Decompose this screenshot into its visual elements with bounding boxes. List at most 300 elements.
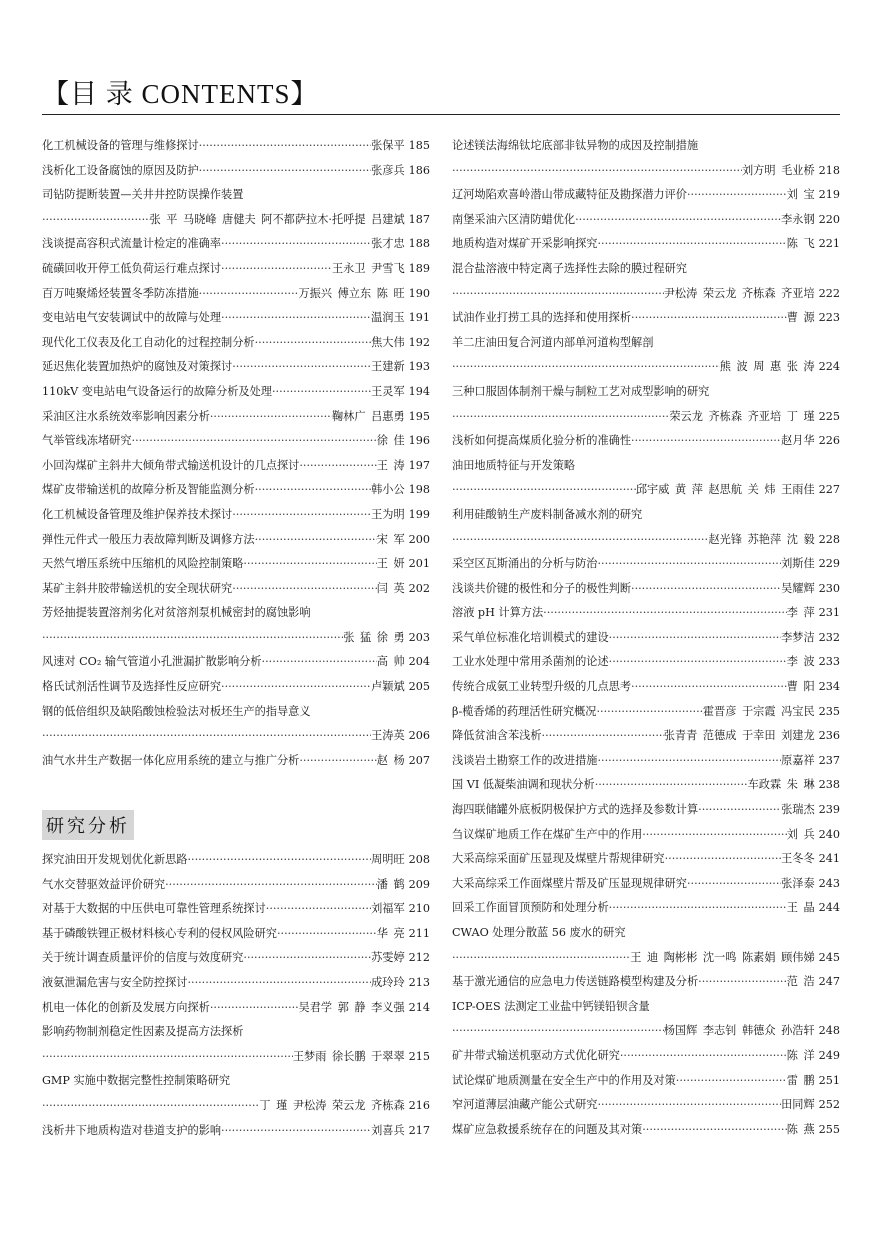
entry-page: 236 <box>818 729 840 743</box>
entry-title: 变电站电气安装调试中的故障与处理 <box>42 311 222 325</box>
dot-leader <box>542 724 664 749</box>
toc-column-left-top <box>42 134 430 773</box>
entry-title: 刍议煤矿地质工作在煤矿生产中的作用 <box>452 827 643 841</box>
toc-entry <box>452 552 840 577</box>
entry-page: 216 <box>408 1098 430 1112</box>
dot-leader <box>255 528 377 553</box>
entry-title: 基于激光通信的应急电力传送链路模型构建及分析 <box>452 975 699 989</box>
entry-page: 251 <box>818 1073 840 1087</box>
entry-page: 190 <box>408 286 430 300</box>
entry-authors: 温润玉 <box>371 311 405 325</box>
toc-entry <box>452 798 840 823</box>
dot-leader <box>42 724 371 749</box>
toc-entry <box>42 306 430 331</box>
entry-page: 186 <box>408 163 430 177</box>
entry-authors: 张才忠 <box>371 237 405 251</box>
entry-title: β-榄香烯的药理活性研究概况 <box>452 704 597 718</box>
toc-entry <box>42 257 430 282</box>
entry-title: CWAO 处理分散蓝 56 废水的研究 <box>452 926 626 939</box>
entry-authors: 卢颖斌 <box>371 680 405 694</box>
entry-authors: 高 帅 <box>376 655 405 669</box>
entry-title: ICP-OES 法测定工业盐中钙镁铅钡含量 <box>452 999 650 1013</box>
toc-entry <box>452 208 840 233</box>
dot-leader <box>272 380 371 405</box>
entry-title: 传统合成氨工业转型升级的几点思考 <box>452 680 632 694</box>
entry-authors: 潘 鹤 <box>376 877 405 891</box>
entry-authors: 王灵军 <box>371 384 405 398</box>
entry-page: 225 <box>818 409 840 423</box>
toc-entry <box>452 946 840 971</box>
toc-entry <box>452 773 840 798</box>
dot-leader <box>597 749 781 774</box>
dot-leader <box>609 896 787 921</box>
entry-page: 227 <box>818 483 840 497</box>
entry-page: 237 <box>818 753 840 767</box>
entry-title: 羊二庄油田复合河道内部单河道构型解剖 <box>452 335 654 349</box>
entry-title: 某矿主斜井胶带输送机的安全现状研究 <box>42 581 233 595</box>
entry-authors: 王永卫 尹雪飞 <box>331 261 405 275</box>
entry-authors: 李永钢 <box>781 212 815 226</box>
entry-page: 218 <box>818 163 840 177</box>
entry-page: 226 <box>818 434 840 448</box>
dot-leader <box>199 159 371 184</box>
entry-authors: 张泽泰 <box>781 876 815 890</box>
entry-title: 现代化工仪表及化工自动化的过程控制分析 <box>42 335 255 349</box>
entry-title: 延迟焦化装置加热炉的腐蚀及对策探讨 <box>42 360 233 374</box>
dot-leader <box>575 208 781 233</box>
entry-page: 215 <box>408 1049 430 1063</box>
entry-page: 240 <box>818 827 840 841</box>
dot-leader <box>665 847 781 872</box>
entry-page: 245 <box>818 950 840 964</box>
entry-page: 252 <box>818 1098 840 1112</box>
toc-entry <box>42 897 430 922</box>
entry-page: 204 <box>408 655 430 669</box>
toc-entry <box>42 675 430 700</box>
entry-title: 浅谈提高容积式流量计检定的准确率 <box>42 237 222 251</box>
dot-leader <box>609 650 787 675</box>
entry-authors: 吴君学 郭 静 李义强 <box>298 1000 405 1014</box>
entry-title: 煤矿皮带输送机的故障分析及智能监测分析 <box>42 483 255 497</box>
entry-page: 201 <box>408 557 430 571</box>
entry-title: 机电一体化的创新及发展方向探析 <box>42 1000 210 1014</box>
entry-page: 198 <box>408 483 430 497</box>
entry-title: GMP 实施中数据完整性控制策略研究 <box>42 1074 231 1088</box>
toc-entry <box>452 454 840 479</box>
entry-page: 238 <box>818 778 840 792</box>
entry-title: 三种口服固体制剂干燥与制粒工艺对成型影响的研究 <box>452 384 710 398</box>
dot-leader <box>299 749 376 774</box>
entry-authors: 张彦兵 <box>371 163 405 177</box>
entry-page: 235 <box>818 704 840 718</box>
entry-page: 219 <box>818 188 840 202</box>
entry-page: 209 <box>408 877 430 891</box>
entry-authors: 刘 兵 <box>786 827 815 841</box>
dot-leader <box>221 1119 371 1144</box>
toc-entry <box>42 946 430 971</box>
entry-authors: 赵月华 <box>781 434 815 448</box>
dot-leader <box>243 946 371 971</box>
entry-authors: 王梦雨 徐长鹏 于翠翠 <box>292 1049 405 1063</box>
toc-entry <box>42 380 430 405</box>
entry-page: 255 <box>818 1122 840 1136</box>
toc-entry <box>42 601 430 626</box>
toc-entry <box>42 749 430 774</box>
entry-title: 小回沟煤矿主斜井大倾角带式输送机设计的几点探讨 <box>42 458 300 472</box>
entry-title: 利用硅酸钠生产废料制备减水剂的研究 <box>452 507 643 521</box>
dot-leader <box>597 232 786 257</box>
entry-authors: 范 浩 <box>786 975 815 989</box>
toc-entry <box>42 1069 430 1094</box>
entry-page: 192 <box>408 335 430 349</box>
dot-leader <box>452 946 630 971</box>
entry-title: 窄河道薄层油藏产能公式研究 <box>452 1098 598 1112</box>
dot-leader <box>597 552 781 577</box>
entry-page: 187 <box>408 212 430 226</box>
entry-authors: 邱宇威 黄 萍 赵思航 关 炜 王雨佳 <box>635 483 815 497</box>
entry-authors: 陈 燕 <box>786 1122 815 1136</box>
entry-authors: 陈 飞 <box>786 237 815 251</box>
entry-title: 回采工作面冒顶预防和处理分析 <box>452 901 609 915</box>
entry-title: 国 VI 低凝柴油调和现状分析 <box>452 778 595 792</box>
toc-entry <box>42 971 430 996</box>
entry-title: 海四联储罐外底板阴极保护方式的选择及参数计算 <box>452 803 699 817</box>
entry-authors: 王建新 <box>371 360 405 374</box>
entry-page: 221 <box>818 237 840 251</box>
dot-leader <box>452 528 708 553</box>
dot-leader <box>698 798 781 823</box>
entry-title: 南堡采油六区清防蜡优化 <box>452 212 576 226</box>
toc-entry <box>452 896 840 921</box>
entry-title: 气水交替驱效益评价研究 <box>42 877 166 891</box>
entry-page: 199 <box>408 507 430 521</box>
toc-entry <box>42 700 430 725</box>
entry-title: 硫磺回收开停工低负荷运行难点探讨 <box>42 261 222 275</box>
entry-authors: 张 猛 徐 勇 <box>343 630 405 644</box>
entry-authors: 曹 源 <box>786 311 815 325</box>
entry-title: 大采高综采工作面煤壁片帮及矿压显现规律研究 <box>452 876 687 890</box>
entry-page: 189 <box>408 261 430 275</box>
entry-authors: 刘方明 毛业桥 <box>741 163 815 177</box>
entry-page: 229 <box>818 557 840 571</box>
toc-entry <box>452 134 840 159</box>
entry-title: 试论煤矿地质测量在安全生产中的作用及对策 <box>452 1073 676 1087</box>
toc-entry <box>452 1044 840 1069</box>
toc-entry <box>452 331 840 356</box>
dot-leader <box>676 1069 787 1094</box>
entry-title: 煤矿应急救援系统存在的问题及其对策 <box>452 1122 643 1136</box>
entry-title: 司钻防提断装置—关井井控防误操作装置 <box>42 188 244 202</box>
entry-title: 浅谈岩土勘察工作的改进措施 <box>452 753 598 767</box>
entry-authors: 赵 杨 <box>376 753 405 767</box>
entry-page: 208 <box>408 853 430 866</box>
entry-title: 格氏试剂活性调节及选择性反应研究 <box>42 680 222 694</box>
entry-title: 气举管线冻堵研究 <box>42 434 132 448</box>
dot-leader <box>620 1044 787 1069</box>
toc-entry <box>452 823 840 848</box>
entry-page: 228 <box>818 532 840 546</box>
entry-title: 采气单位标准化培训模式的建设 <box>452 630 609 644</box>
toc-entry <box>452 872 840 897</box>
toc-entry <box>452 528 840 553</box>
entry-page: 211 <box>408 926 430 940</box>
entry-title: 天然气增压系统中压缩机的风险控制策略 <box>42 557 244 571</box>
entry-title: 浅析如何提高煤质化验分析的准确性 <box>452 434 632 448</box>
entry-authors: 宋 军 <box>376 532 405 546</box>
entry-title: 钢的低倍组织及缺陷酸蚀检验法对板坯生产的指导意义 <box>42 704 311 718</box>
entry-title: 混合盐溶液中特定离子选择性去除的膜过程研究 <box>452 261 687 275</box>
entry-page: 220 <box>818 212 840 226</box>
entry-authors: 张 平 马晓峰 唐健夫 阿不都萨拉木·托呼提 吕建斌 <box>149 212 405 226</box>
entry-authors: 王 妍 <box>376 557 405 571</box>
toc-entry <box>452 183 840 208</box>
toc-entry <box>42 429 430 454</box>
page-title: 【目 录 CONTENTS】 <box>42 79 319 109</box>
dot-leader <box>687 872 781 897</box>
entry-authors: 田同辉 <box>781 1098 815 1112</box>
toc-entry <box>42 552 430 577</box>
dot-leader <box>452 1019 664 1044</box>
entry-authors: 闫 英 <box>376 581 405 595</box>
entry-authors: 荣云龙 齐栋森 齐亚培 丁 瑾 <box>669 409 815 423</box>
entry-title: 基于磷酸铁锂正极材料核心专利的侵权风险研究 <box>42 926 277 940</box>
entry-title: 对基于大数据的中压供电可靠性管理系统探讨 <box>42 902 266 916</box>
entry-title: 溶液 pH 计算方法 <box>452 606 544 620</box>
dot-leader <box>687 183 787 208</box>
entry-authors: 华 亮 <box>376 926 405 940</box>
entry-page: 197 <box>408 458 430 472</box>
dot-leader <box>597 1093 781 1118</box>
toc-entry <box>42 282 430 307</box>
toc-entry <box>42 873 430 898</box>
entry-page: 203 <box>408 630 430 644</box>
entry-page: 193 <box>408 360 430 374</box>
entry-page: 195 <box>408 409 430 423</box>
toc-entry <box>42 159 430 184</box>
entry-page: 222 <box>818 286 840 300</box>
section-heading: 研究分析 <box>42 810 134 840</box>
dot-leader <box>255 331 371 356</box>
entry-page: 212 <box>408 951 430 965</box>
toc-entry <box>452 503 840 528</box>
dot-leader <box>199 282 299 307</box>
toc-entry <box>452 306 840 331</box>
entry-title: 大采高综采面矿压显现及煤壁片帮规律研究 <box>452 852 665 866</box>
entry-authors: 丁 瑾 尹松涛 荣云龙 齐栋森 <box>259 1098 405 1112</box>
dot-leader <box>452 355 720 380</box>
toc-entry <box>452 405 840 430</box>
dot-leader <box>597 700 703 725</box>
entry-title: 弹性元件式一般压力表故障判断及调修方法 <box>42 532 255 546</box>
dot-leader <box>221 257 332 282</box>
toc-entry <box>452 847 840 872</box>
entry-page: 214 <box>408 1000 430 1014</box>
entry-page: 231 <box>818 606 840 620</box>
dot-leader <box>642 823 787 848</box>
toc-entry <box>42 134 430 159</box>
toc-entry <box>452 921 840 946</box>
dot-leader <box>698 970 787 995</box>
dot-leader <box>543 601 787 626</box>
entry-authors: 李 波 <box>786 655 815 669</box>
entry-page: 188 <box>408 237 430 251</box>
dot-leader <box>42 626 343 651</box>
dot-leader <box>609 626 781 651</box>
entry-page: 247 <box>818 975 840 989</box>
entry-title: 芳烃抽提装置溶剂劣化对贫溶剂泵机械密封的腐蚀影响 <box>42 606 311 620</box>
toc-entry <box>452 675 840 700</box>
entry-title: 论述镁法海绵钛坨底部非钛异物的成因及控制措施 <box>452 139 699 152</box>
entry-title: 试油作业打捞工具的选择和使用探析 <box>452 311 632 325</box>
entry-authors: 万振兴 傅立东 陈 旺 <box>298 286 405 300</box>
entry-authors: 张保平 <box>371 139 405 152</box>
entry-page: 202 <box>408 581 430 595</box>
entry-authors: 张青青 范德成 于幸田 刘建龙 <box>663 729 815 743</box>
entry-title: 百万吨聚烯烃装置冬季防冻措施 <box>42 286 199 300</box>
entry-title: 浅析化工设备腐蚀的原因及防护 <box>42 163 199 177</box>
entry-authors: 周明旺 <box>371 853 405 866</box>
dot-leader <box>165 873 377 898</box>
entry-title: 液氨泄漏危害与安全防控探讨 <box>42 975 188 989</box>
entry-authors: 徐 佳 <box>376 434 405 448</box>
dot-leader <box>42 1094 259 1119</box>
toc-entry <box>42 848 430 873</box>
entry-page: 206 <box>408 729 430 743</box>
toc-entry <box>42 1119 430 1144</box>
dot-leader <box>631 429 781 454</box>
entry-authors: 王为明 <box>371 507 405 521</box>
toc-entry <box>452 970 840 995</box>
toc-entry <box>452 1069 840 1094</box>
dot-leader <box>42 1045 293 1070</box>
entry-page: 230 <box>818 581 840 595</box>
toc-entry <box>42 528 430 553</box>
entry-authors: 霍晋彦 于宗霞 冯宝民 <box>702 704 815 718</box>
dot-leader <box>210 405 332 430</box>
toc-entry <box>452 601 840 626</box>
entry-authors: 王 涛 <box>376 458 405 472</box>
toc-entry <box>452 1019 840 1044</box>
toc-entry <box>42 355 430 380</box>
entry-page: 243 <box>818 876 840 890</box>
toc-entry <box>452 429 840 454</box>
dot-leader <box>232 503 371 528</box>
entry-title: 采空区瓦斯涌出的分析与防治 <box>452 557 598 571</box>
entry-authors: 熊 波 周 惠 张 涛 <box>719 360 815 374</box>
entry-authors: 李梦洁 <box>781 630 815 644</box>
dot-leader <box>42 208 150 233</box>
entry-page: 234 <box>818 680 840 694</box>
toc-entry <box>452 724 840 749</box>
entry-page: 217 <box>408 1123 430 1137</box>
entry-page: 223 <box>818 311 840 325</box>
dot-leader <box>452 478 636 503</box>
entry-title: 地质构造对煤矿开采影响探究 <box>452 237 598 251</box>
toc-entry <box>42 650 430 675</box>
dot-leader <box>210 996 299 1021</box>
entry-title: 风速对 CO₂ 输气管道小孔泄漏扩散影响分析 <box>42 655 262 669</box>
entry-authors: 张瑞杰 <box>781 803 815 817</box>
toc-entry <box>452 1093 840 1118</box>
dot-leader <box>221 675 371 700</box>
toc-entry <box>452 355 840 380</box>
dot-leader <box>221 306 371 331</box>
toc-entry <box>42 724 430 749</box>
toc-entry <box>42 577 430 602</box>
entry-title: 浅谈共价键的极性和分子的极性判断 <box>452 581 632 595</box>
entry-title: 化工机械设备的管理与维修探讨 <box>42 139 199 152</box>
entry-authors: 陈 洋 <box>786 1048 815 1062</box>
entry-title: 采油区注水系统效率影响因素分析 <box>42 409 210 423</box>
entry-title: 探究油田开发规划优化新思路 <box>42 853 188 866</box>
entry-authors: 车政霖 朱 琳 <box>747 778 815 792</box>
toc-entry <box>452 380 840 405</box>
entry-authors: 刘福军 <box>371 902 405 916</box>
toc-entry <box>452 232 840 257</box>
entry-title: 工业水处理中常用杀菌剂的论述 <box>452 655 609 669</box>
toc-entry <box>42 626 430 651</box>
dot-leader <box>262 650 377 675</box>
toc-entry <box>452 577 840 602</box>
toc-entry <box>452 995 840 1020</box>
toc-entry <box>42 503 430 528</box>
entry-page: 244 <box>818 901 840 915</box>
dot-leader <box>132 429 377 454</box>
entry-title: 影响药物制剂稳定性因素及提高方法探析 <box>42 1025 244 1039</box>
entry-authors: 焦大伟 <box>371 335 405 349</box>
entry-page: 249 <box>818 1048 840 1062</box>
entry-authors: 尹松涛 荣云龙 齐栋森 齐亚培 <box>663 286 815 300</box>
toc-entry <box>42 478 430 503</box>
toc-entry <box>452 626 840 651</box>
dot-leader <box>452 159 742 184</box>
entry-title: 110kV 变电站电气设备运行的故障分析及处理 <box>42 384 272 398</box>
toc-entry <box>452 159 840 184</box>
dot-leader <box>452 405 669 430</box>
entry-authors: 王 晶 <box>786 901 815 915</box>
dot-leader <box>631 306 787 331</box>
toc-entry <box>42 454 430 479</box>
entry-page: 210 <box>408 902 430 916</box>
entry-page: 205 <box>408 680 430 694</box>
dot-leader <box>631 675 787 700</box>
entry-page: 200 <box>408 532 430 546</box>
entry-page: 241 <box>818 852 840 866</box>
toc-column-left-bottom <box>42 848 430 1143</box>
toc-entry <box>452 257 840 282</box>
dot-leader <box>266 897 371 922</box>
toc-entry <box>452 650 840 675</box>
dot-leader <box>642 1118 787 1143</box>
entry-title: 化工机械设备管理及维护保养技术探讨 <box>42 507 233 521</box>
toc-entry <box>42 183 430 208</box>
dot-leader <box>221 232 371 257</box>
toc-entry <box>42 1045 430 1070</box>
dot-leader <box>243 552 376 577</box>
dot-leader <box>255 478 371 503</box>
toc-entry <box>42 331 430 356</box>
toc-entry <box>452 700 840 725</box>
entry-title: 油田地质特征与开发策略 <box>452 458 576 472</box>
entry-page: 233 <box>818 655 840 669</box>
entry-page: 224 <box>818 360 840 374</box>
entry-title: 关于统计调查质量评价的信度与效度研究 <box>42 951 244 965</box>
dot-leader <box>595 773 748 798</box>
dot-leader <box>299 454 376 479</box>
dot-leader <box>187 848 371 873</box>
entry-page: 196 <box>408 434 430 448</box>
title-divider <box>42 114 840 115</box>
